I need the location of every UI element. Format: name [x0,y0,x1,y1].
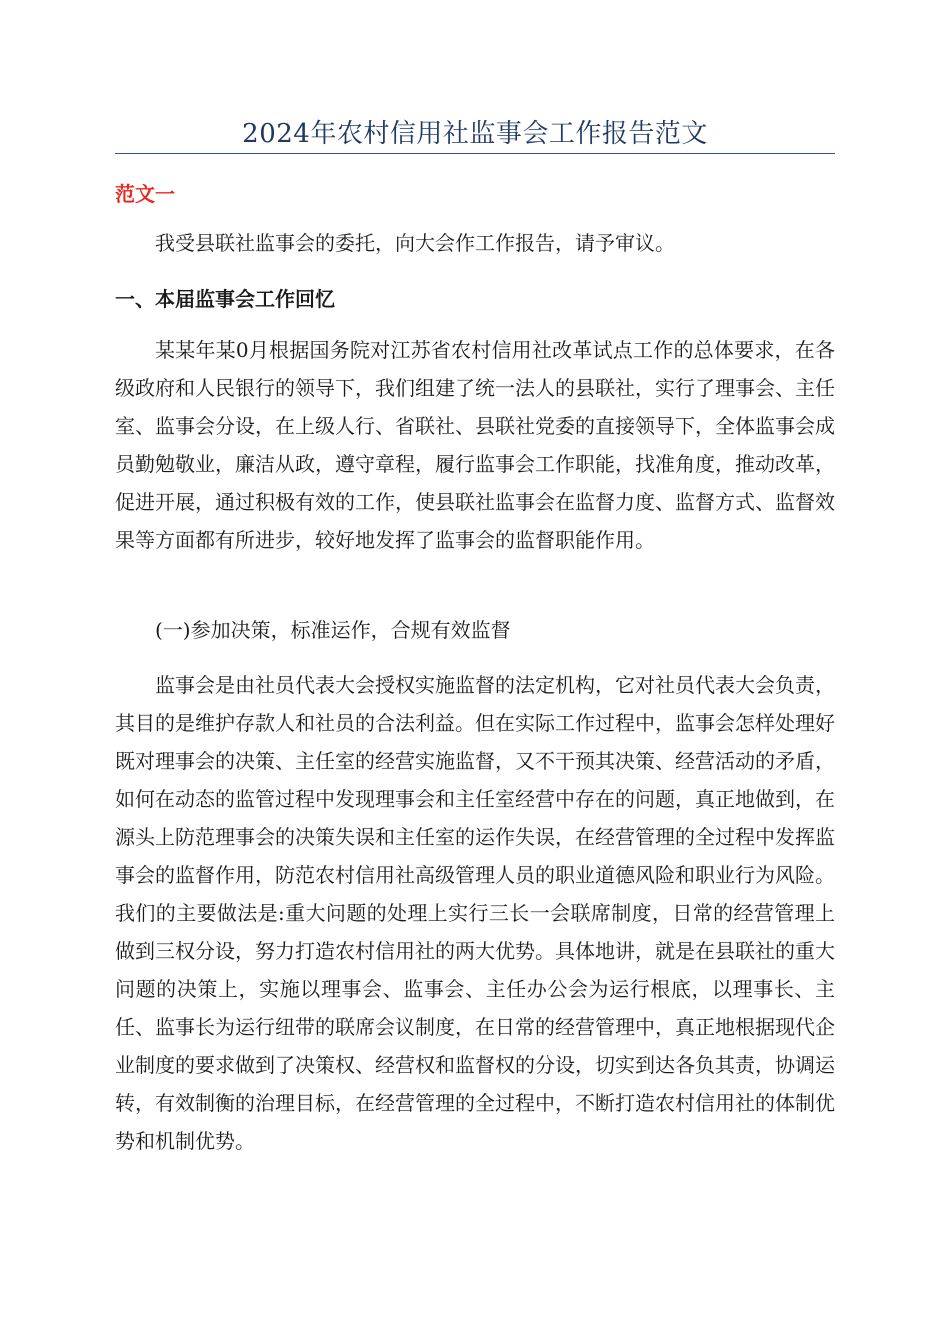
subheading-1: (一)参加决策，标准运作，合规有效监督 [155,618,511,642]
paragraph-2: 监事会是由社员代表大会授权实施监督的法定机构，它对社员代表大会负责，其目的是维护存款人和社员的合法利益。但在实际工作过程中，监事会怎样处理好既对理事会的决策、主任室的经营实施监督，又不干预其决策、经营活动的矛盾，如何在动态的监管过程中发现理事会和主任室经营中存在的问题，真正地做到，在源头上防范理事会的决策失误和主任室的运作失误，在经营管理的全过程中发挥监事会的监督作用，防范农村信用社高级管理人员的职业道德风险和职业行为风险。我们的主要做法是:重大问题的处理上实行三长一会联席制度，日常的经营管理上做到三权分设，努力打造农村信用社的两大优势。具体地讲，就是在县联社的重大问题的决策上，实施以理事会、监事会、主任办公会为运行根底，以理事长、主任、监事长为运行纽带的联席会议制度，在日常的经营管理中，真正地根据现代企业制度的要求做到了决策权、经营权和监督权的分设，切实到达各负其责，协调运转，有效制衡的治理目标，在经营管理的全过程中，不断打造农村信用社的体制优势和机制优势。 [115,673,835,1153]
subheading-1-block [115,611,835,649]
document-page [115,0,835,1344]
document-title: 2024年农村信用社监事会工作报告范文 [242,119,708,149]
heading-1-block [115,280,835,318]
heading-1: 一、本届监事会工作回忆 [115,287,335,311]
intro-paragraph: 我受县联社监事会的委托，向大会作工作报告，请予审议。 [155,231,675,255]
title-underline [115,153,835,154]
intro-block [115,224,835,262]
para-2-block [115,666,835,1160]
para-1-block [115,331,835,559]
paragraph-1: 某某年某0月根据国务院对江苏省农村信用社改革试点工作的总体要求，在各级政府和人民银行的领导下，我们组建了统一法人的县联社，实行了理事会、主任室、监事会分设，在上级人行、省联社、县联社党委的直接领导下，全体监事会成员勤勉敬业，廉洁从政，遵守章程，履行监事会工作职能，找准角度，推动改革，促进开展，通过积极有效的工作，使县联社监事会在监督力度、监督方式、监督效果等方面都有所进步，较好地发挥了监事会的监督职能作用。 [115,338,835,552]
section-label: 范文一 [115,182,175,206]
